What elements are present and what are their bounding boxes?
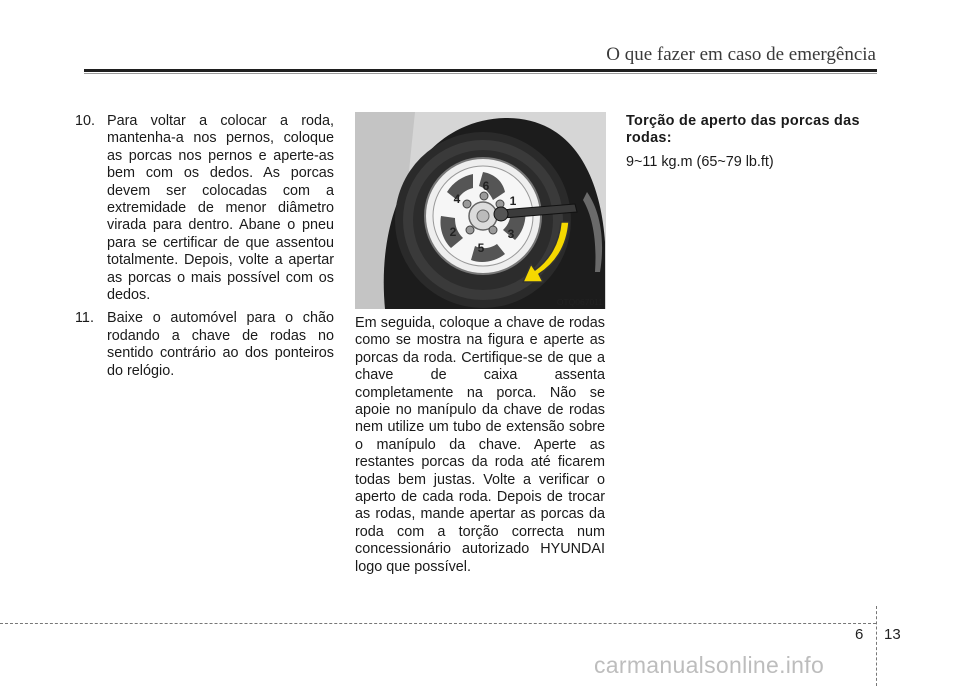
header-rule: [84, 69, 877, 72]
page-header-title: O que fazer em caso de emergência: [606, 44, 876, 65]
instruction-paragraph: Em seguida, coloque a chave de rodas como se mostra na figura e aperte as porcas da roda. Certifique-se de que a chave de caixa assenta completamente na porca. Não se apoie no manípulo da chave de rodas nem utilize um tubo de extensão sobre o manípulo da chave. Aperte as restantes porcas da roda até ficarem todas bem justas. Volte a verificar o aperto de cada roda. Depois de trocar as rodas, mande apertar as porcas da roda com a torção correcta num concessionário autorizado HYUNDAI logo que possível.: [355, 315, 605, 575]
lug-label: 2: [449, 225, 457, 239]
lug-label: 3: [507, 227, 515, 241]
lug-label: 1: [509, 194, 517, 208]
lug-label: 4: [453, 192, 461, 206]
column-left: [75, 113, 334, 386]
wheel-illustration: [355, 112, 606, 309]
wheel-wrench-drawing: [355, 112, 606, 309]
page-number: 13: [884, 626, 901, 643]
step-number: 10.: [75, 113, 96, 129]
footer-divider: [876, 606, 877, 686]
watermark: carmanualsonline.info: [594, 652, 825, 678]
lug-label: 6: [482, 179, 490, 193]
torque-heading: Torção de aperto das porcas das rodas:: [626, 113, 860, 147]
column-middle: [355, 315, 605, 576]
step-item-10: [75, 113, 334, 304]
step-number: 11.: [75, 310, 94, 327]
step-text: Baixe o automóvel para o chão rodando a chave de rodas no sentido contrário ao dos ponteiros do relógio.: [107, 310, 334, 379]
chapter-number: 6: [855, 626, 864, 643]
torque-value: 9~11 kg.m (65~79 lb.ft): [626, 153, 774, 170]
footer-rule: [0, 623, 876, 624]
lug-label: 5: [477, 241, 485, 255]
figure-code: OTQ067011: [556, 297, 603, 307]
step-text: Para voltar a colocar a roda, mantenha-a nos pernos, coloque as porcas nos pernos e aperte-as bem com os dedos. As porcas devem ser colocadas com a extremidade de menor diâmetro virada para dentro. Abane o pneu para se certificar de que assentou totalmente. Depois, volte a apertar as porcas o mais possível com os dedos.: [107, 113, 334, 304]
column-right: [626, 113, 878, 171]
step-item-11: [75, 310, 334, 380]
header-rule-thin: [84, 73, 877, 74]
